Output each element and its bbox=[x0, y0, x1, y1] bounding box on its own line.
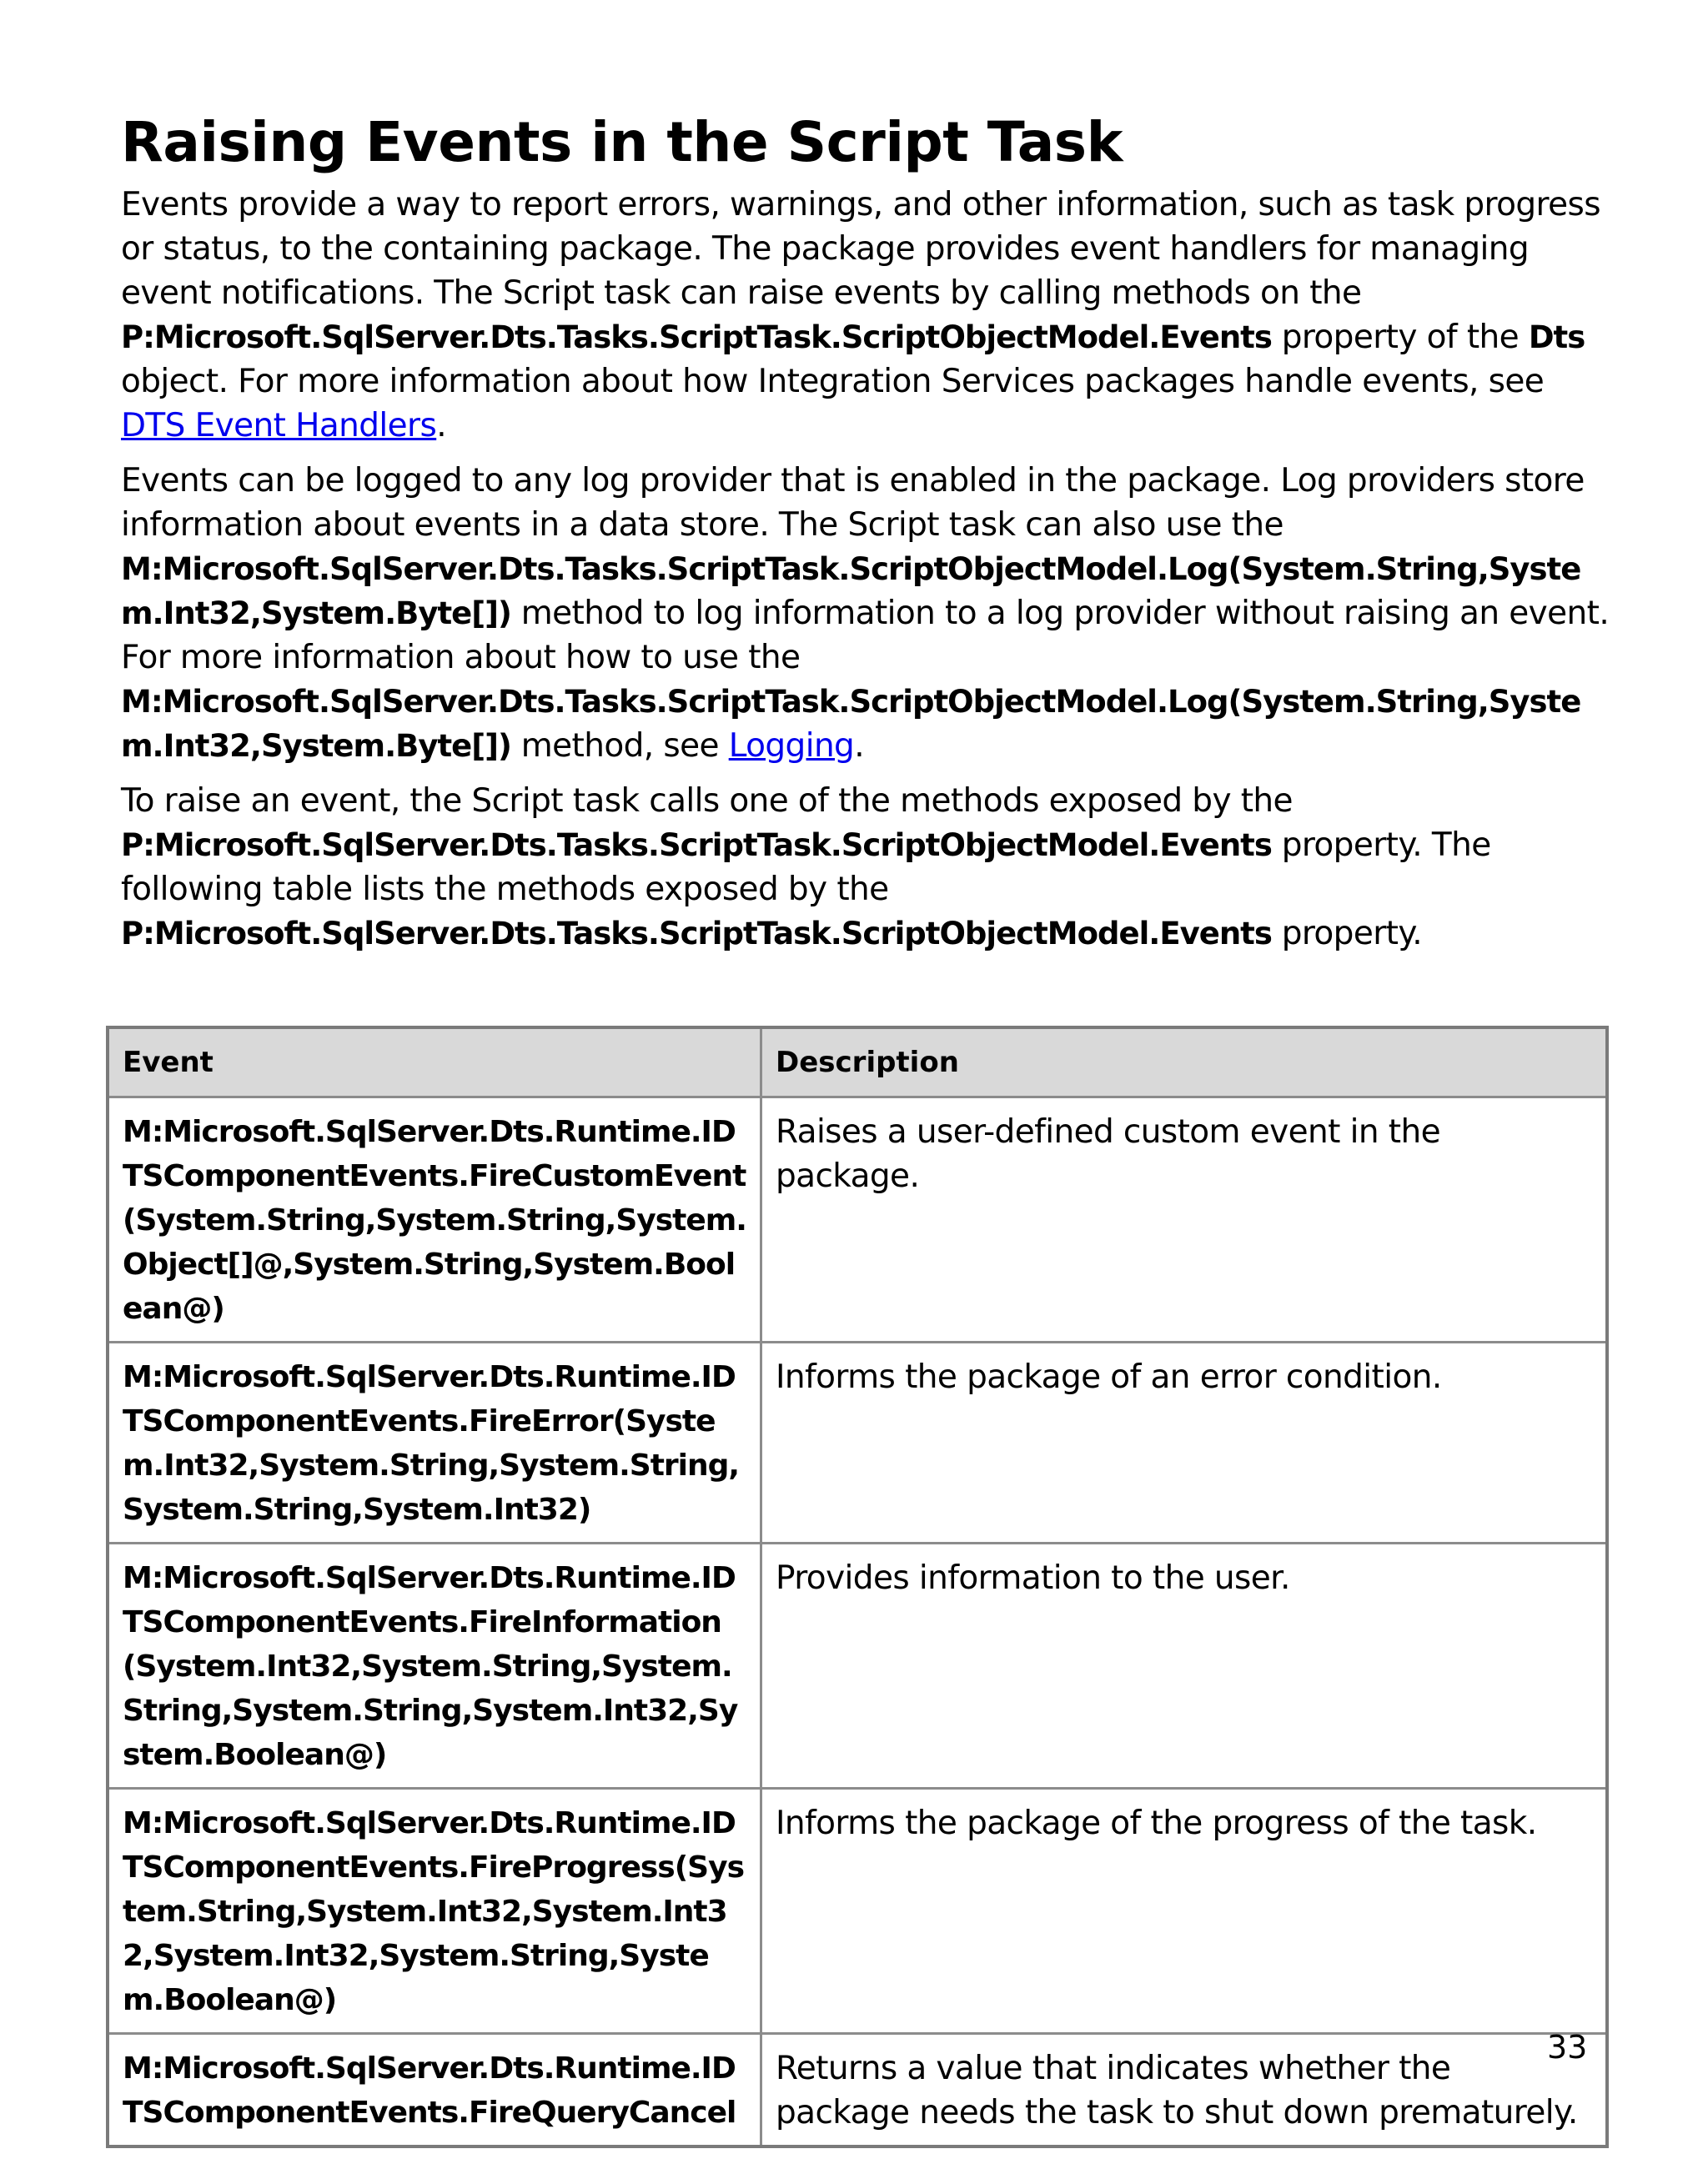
text-run: Events can be logged to any log provider that is enabled in the package. Log providers store information about events in a data store. The Script task can also use the bbox=[121, 461, 1585, 544]
text-run: . bbox=[436, 406, 447, 444]
event-cell: M:Microsoft.SqlServer.Dts.Runtime.IDTSComponentEvents.FireQueryCancel bbox=[108, 2034, 761, 2147]
description-cell: Informs the package of the progress of the task. bbox=[761, 1789, 1608, 2034]
event-cell: M:Microsoft.SqlServer.Dts.Runtime.IDTSComponentEvents.FireError(System.Int32,System.String,System.String,System.String,System.Int32) bbox=[108, 1343, 761, 1544]
event-cell: M:Microsoft.SqlServer.Dts.Runtime.IDTSComponentEvents.FireInformation(System.Int32,System.String,System.String,System.String,System.Int32,System.Boolean@) bbox=[108, 1544, 761, 1789]
text-run: property. The following table lists the methods exposed by the bbox=[121, 826, 1491, 908]
table-row bbox=[108, 1343, 1607, 1544]
raise-event-paragraph bbox=[121, 779, 1610, 956]
table-header-row bbox=[108, 1027, 1607, 1097]
intro-paragraph-events bbox=[121, 183, 1610, 448]
text-run: method, see bbox=[510, 726, 729, 765]
column-header-description: Description bbox=[761, 1027, 1608, 1097]
text-run: To raise an event, the Script task calls one of the methods exposed by the bbox=[121, 781, 1293, 820]
description-cell: Returns a value that indicates whether the package needs the task to shut down prematurely. bbox=[761, 2034, 1608, 2147]
text-run: object. For more information about how Integration Services packages handle events, see bbox=[121, 362, 1545, 400]
text-run: Events provide a way to report errors, warnings, and other information, such as task progress or status, to the containing package. The package provides event handlers for managing event notifications. The Script task can raise events by calling methods on the bbox=[121, 185, 1600, 312]
event-cell: M:Microsoft.SqlServer.Dts.Runtime.IDTSComponentEvents.FireCustomEvent(System.String,System.String,System.Object[]@,System.String,System.Boolean@) bbox=[108, 1097, 761, 1343]
code-ref-events-property: P:Microsoft.SqlServer.Dts.Tasks.ScriptTask.ScriptObjectModel.Events bbox=[121, 915, 1272, 951]
logging-link[interactable]: Logging bbox=[728, 726, 855, 765]
event-cell: M:Microsoft.SqlServer.Dts.Runtime.IDTSComponentEvents.FireProgress(System.String,System.Int32,System.Int32,System.Int32,System.String,System.Boolean@) bbox=[108, 1789, 761, 2034]
table-row bbox=[108, 1544, 1607, 1789]
logging-paragraph bbox=[121, 459, 1610, 768]
description-cell: Informs the package of an error condition. bbox=[761, 1343, 1608, 1544]
column-header-event: Event bbox=[108, 1027, 761, 1097]
text-run: . bbox=[854, 726, 865, 765]
table-row bbox=[108, 1789, 1607, 2034]
code-ref-dts-object: Dts bbox=[1528, 319, 1585, 355]
page-title: Raising Events in the Script Task bbox=[121, 110, 1123, 174]
text-run: property. bbox=[1271, 914, 1423, 952]
code-ref-log-method: M:Microsoft.SqlServer.Dts.Tasks.ScriptTask.ScriptObjectModel.Log(System.String,System.Int32,System.Byte[]) bbox=[121, 550, 1581, 631]
dts-event-handlers-link[interactable]: DTS Event Handlers bbox=[121, 406, 437, 444]
text-run: method to log information to a log provider without raising an event. For more information about how to use the bbox=[121, 594, 1610, 676]
page-number: 33 bbox=[1547, 2029, 1588, 2066]
table-row bbox=[108, 1097, 1607, 1343]
code-ref-events-property: P:Microsoft.SqlServer.Dts.Tasks.ScriptTask.ScriptObjectModel.Events bbox=[121, 319, 1272, 355]
text-run: property of the bbox=[1271, 318, 1529, 356]
description-cell: Provides information to the user. bbox=[761, 1544, 1608, 1789]
code-ref-log-method: M:Microsoft.SqlServer.Dts.Tasks.ScriptTask.ScriptObjectModel.Log(System.String,System.Int32,System.Byte[]) bbox=[121, 683, 1581, 764]
events-table bbox=[106, 1026, 1609, 2148]
description-cell: Raises a user-defined custom event in the package. bbox=[761, 1097, 1608, 1343]
code-ref-events-property: P:Microsoft.SqlServer.Dts.Tasks.ScriptTask.ScriptObjectModel.Events bbox=[121, 826, 1272, 863]
table-row bbox=[108, 2034, 1607, 2147]
